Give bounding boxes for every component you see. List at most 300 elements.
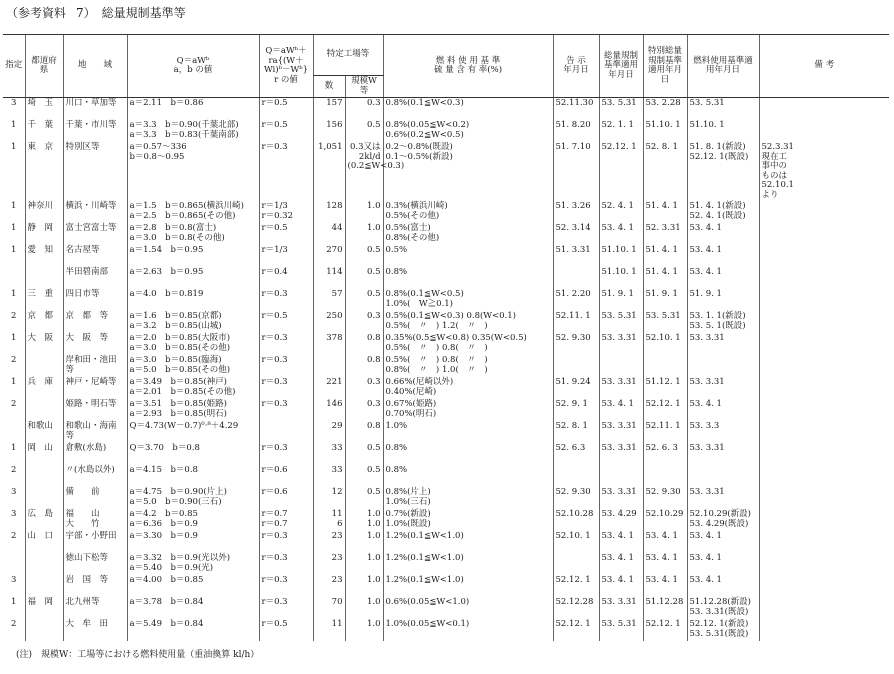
- row-fuel-date: 53. 3.31: [687, 443, 759, 465]
- row-special-date: [643, 465, 687, 487]
- row-notice: 51. 8.20: [553, 120, 599, 142]
- row-ab: a＝4.75 b＝0.90(片上) a＝5.0 b＝0.90(三石): [127, 487, 259, 509]
- row-scale: 0.5: [345, 245, 383, 267]
- row-prefecture: 和歌山: [25, 421, 63, 443]
- row-scale: 0.8: [345, 421, 383, 443]
- row-fuel-date: 53. 1. 1(新設) 53. 5. 1(既設): [687, 311, 759, 333]
- row-prefecture: [25, 399, 63, 421]
- row-ab: a＝2.11 b＝0.86: [127, 98, 259, 121]
- row-ab: a＝5.49 b＝0.84: [127, 619, 259, 641]
- row-designation: 2: [11, 619, 17, 629]
- row-r: [259, 421, 313, 443]
- row-fuel: 1.2%(0.1≦W<1.0): [383, 553, 553, 575]
- row-area: 姫路・明石等: [63, 399, 127, 421]
- row-total-date: 53. 3.31: [599, 333, 643, 355]
- row-scale: 0.5: [345, 465, 383, 487]
- row-r: r＝0.3: [259, 597, 313, 619]
- row-r: r＝0.3: [259, 553, 313, 575]
- row-ab: a＝3.3 b＝0.90(千葉北部) a＝3.3 b＝0.83(千葉南部): [127, 120, 259, 142]
- row-r: r＝0.5: [259, 619, 313, 641]
- row-area: 備 前: [63, 487, 127, 509]
- row-ab: a＝2.0 b＝0.85(大阪市) a＝3.0 b＝0.85(その他): [127, 333, 259, 355]
- row-special-date: 51. 9. 1: [643, 289, 687, 311]
- row-fuel-date: 53. 3.31: [687, 377, 759, 399]
- row-remarks: [759, 98, 889, 121]
- row-scale: 1.0 1.0: [345, 509, 383, 531]
- row-prefecture: 大 阪: [25, 333, 63, 355]
- row-r: r＝0.3: [259, 399, 313, 421]
- row-notice: 52.12. 1: [553, 575, 599, 597]
- row-notice: 52. 3.14: [553, 223, 599, 245]
- row-special-date: 52. 3.31: [643, 223, 687, 245]
- row-remarks: [759, 509, 889, 531]
- row-designation: 1: [11, 443, 17, 453]
- row-designation: 1: [11, 289, 17, 299]
- row-scale: 1.0: [345, 223, 383, 245]
- row-ab: a＝1.54 b＝0.95: [127, 245, 259, 267]
- row-fuel: 0.7%(新設) 1.0%(既設): [383, 509, 553, 531]
- row-r: r＝0.4: [259, 267, 313, 289]
- row-r: r＝0.6: [259, 465, 313, 487]
- row-scale: 0.3又は 2kl/d (0.2≦W<0.3): [345, 142, 383, 201]
- row-scale: 1.0: [345, 619, 383, 641]
- row-prefecture: 神奈川: [25, 201, 63, 223]
- table-row: [3, 267, 889, 289]
- table-row: [3, 531, 889, 553]
- table-row: [3, 421, 889, 443]
- row-notice: 51. 9.24: [553, 377, 599, 399]
- header-area: 地 域: [63, 35, 127, 98]
- row-notice: 52.12.28: [553, 597, 599, 619]
- row-ab: a＝3.49 b＝0.85(神戸) a＝2.01 b＝0.85(その他): [127, 377, 259, 399]
- row-prefecture: 東 京: [25, 142, 63, 201]
- row-designation: 2: [11, 399, 17, 409]
- row-prefecture: 広 島: [25, 509, 63, 531]
- row-designation: 1: [11, 142, 17, 152]
- row-prefecture: 岡 山: [25, 443, 63, 465]
- row-total-date: 53. 3.31: [599, 377, 643, 399]
- row-r: r＝0.5: [259, 98, 313, 121]
- title-prefix: （参考資料: [6, 6, 67, 20]
- row-ab: a＝2.8 b＝0.8(富士) a＝3.0 b＝0.8(その他): [127, 223, 259, 245]
- row-scale: 0.5: [345, 120, 383, 142]
- table-row: [3, 377, 889, 399]
- table-row: [3, 201, 889, 223]
- row-remarks: [759, 267, 889, 289]
- row-special-date: 52.10.29: [643, 509, 687, 531]
- row-prefecture: 兵 庫: [25, 377, 63, 399]
- table-row: [3, 311, 889, 333]
- row-special-date: 53. 4. 1: [643, 531, 687, 553]
- row-designation: 1: [11, 245, 17, 255]
- row-fuel: 0.5%(富士) 0.8%(その他): [383, 223, 553, 245]
- row-scale: 0.5: [345, 487, 383, 509]
- row-count: 156: [313, 120, 345, 142]
- row-scale: 0.8: [345, 333, 383, 355]
- row-notice: 52.10. 1: [553, 531, 599, 553]
- row-fuel-date: 51.10. 1: [687, 120, 759, 142]
- row-fuel-date: 53. 3.3: [687, 421, 759, 443]
- row-area: 神戸・尼崎等: [63, 377, 127, 399]
- row-count: 11: [313, 619, 345, 641]
- row-special-date: 51.10. 1: [643, 120, 687, 142]
- row-fuel-date: 51.12.28(新設) 53. 3.31(既設): [687, 597, 759, 619]
- row-r: r＝0.3: [259, 333, 313, 355]
- row-r: r＝0.3: [259, 355, 313, 377]
- header-q2-formula: Q＝aWᵇ＋ra{(W＋Wi)ᵇ－Wᵇ} r の値: [259, 35, 313, 98]
- row-fuel-date: 53. 4. 1: [687, 399, 759, 421]
- row-fuel-date: 53. 4. 1: [687, 223, 759, 245]
- row-special-date: 51. 4. 1: [643, 201, 687, 223]
- row-designation: 1: [11, 377, 17, 387]
- row-total-date: 53. 4.29: [599, 509, 643, 531]
- row-remarks: [759, 377, 889, 399]
- row-area: 横浜・川崎等: [63, 201, 127, 223]
- row-remarks: [759, 443, 889, 465]
- title-number: 7）: [76, 6, 96, 20]
- row-fuel-date: 51. 9. 1: [687, 289, 759, 311]
- row-remarks: [759, 487, 889, 509]
- row-ab: a＝4.15 b＝0.8: [127, 465, 259, 487]
- row-count: 29: [313, 421, 345, 443]
- row-area: 半田碧南部: [63, 267, 127, 289]
- row-area: 大 牟 田: [63, 619, 127, 641]
- row-fuel: 0.35%(0.5≦W<0.8) 0.35(W<0.5) 0.5%( 〃 ) 0.8( 〃 ): [383, 333, 553, 355]
- row-area: 岸和田・池田等: [63, 355, 127, 377]
- row-scale: 0.3: [345, 98, 383, 121]
- row-total-date: 53. 5.31: [599, 311, 643, 333]
- row-area: 福 山 大 竹: [63, 509, 127, 531]
- row-total-date: 51.10. 1: [599, 245, 643, 267]
- row-notice: 51. 3.31: [553, 245, 599, 267]
- row-total-date: 53. 5.31: [599, 98, 643, 121]
- row-special-date: 52. 8. 1: [643, 142, 687, 201]
- table-body: [3, 98, 889, 642]
- row-notice: 52.12. 1: [553, 619, 599, 641]
- row-scale: 0.5: [345, 289, 383, 311]
- row-scale: 0.3: [345, 399, 383, 421]
- row-designation: 3: [11, 98, 17, 108]
- row-r: r＝0.5: [259, 120, 313, 142]
- row-designation: 2: [11, 465, 17, 475]
- row-total-date: 53. 3.31: [599, 421, 643, 443]
- header-scale: 規模W等: [345, 76, 383, 98]
- row-fuel-date: 53. 4. 1: [687, 553, 759, 575]
- row-notice: 52. 8. 1: [553, 421, 599, 443]
- row-designation: 3: [11, 575, 17, 585]
- row-designation: [3, 267, 25, 289]
- row-total-date: 52. 4. 1: [599, 201, 643, 223]
- row-fuel: 0.2～0.8%(既設) 0.1～0.5%(新設): [383, 142, 553, 201]
- row-total-date: 53. 4. 1: [599, 223, 643, 245]
- row-fuel: 1.0%: [383, 421, 553, 443]
- row-remarks: [759, 245, 889, 267]
- row-area: 宇部・小野田: [63, 531, 127, 553]
- row-special-date: 52.12. 1: [643, 399, 687, 421]
- row-notice: 52.11. 1: [553, 311, 599, 333]
- row-ab: a＝2.63 b＝0.95: [127, 267, 259, 289]
- row-fuel: 0.5%: [383, 245, 553, 267]
- row-scale: 1.0: [345, 531, 383, 553]
- header-count: 数: [313, 76, 345, 98]
- row-special-date: 53. 4. 1: [643, 553, 687, 575]
- row-remarks: [759, 399, 889, 421]
- row-count: [313, 355, 345, 377]
- row-fuel-date: 53. 5.31: [687, 98, 759, 121]
- row-ab: a＝4.2 b＝0.85 a＝6.36 b＝0.9: [127, 509, 259, 531]
- table-row: [3, 289, 889, 311]
- row-ab: a＝4.0 b＝0.819: [127, 289, 259, 311]
- row-special-date: 53. 2.28: [643, 98, 687, 121]
- row-r: r＝0.5: [259, 311, 313, 333]
- row-prefecture: 福 岡: [25, 597, 63, 619]
- row-notice: 52. 6.3: [553, 443, 599, 465]
- row-notice: [553, 355, 599, 377]
- header-designation: 指定: [3, 35, 25, 98]
- row-count: 23: [313, 575, 345, 597]
- row-r: r＝0.5: [259, 223, 313, 245]
- row-notice: 51. 3.26: [553, 201, 599, 223]
- row-total-date: 53. 4. 1: [599, 553, 643, 575]
- table-row: [3, 245, 889, 267]
- row-designation: 1: [11, 201, 17, 211]
- row-fuel: 1.2%(0.1≦W<1.0): [383, 575, 553, 597]
- table-row: [3, 98, 889, 121]
- table-row: [3, 443, 889, 465]
- row-area: 富士宮富士等: [63, 223, 127, 245]
- row-r: r＝0.3: [259, 531, 313, 553]
- row-fuel-date: 53. 4. 1: [687, 267, 759, 289]
- row-prefecture: 千 葉: [25, 120, 63, 142]
- row-total-date: 53. 4. 1: [599, 399, 643, 421]
- row-r: r＝0.7 r＝0.7: [259, 509, 313, 531]
- row-prefecture: 山 口: [25, 531, 63, 553]
- row-fuel: 1.2%(0.1≦W<1.0): [383, 531, 553, 553]
- row-notice: 52.11.30: [553, 98, 599, 121]
- row-remarks: [759, 619, 889, 641]
- table-row: [3, 120, 889, 142]
- row-prefecture: [25, 619, 63, 641]
- row-remarks: 52.3.31 現在工 事中の ものは 52.10.1 より: [759, 142, 889, 201]
- row-special-date: 53. 5.31: [643, 311, 687, 333]
- row-designation: 1: [11, 333, 17, 343]
- row-special-date: 52. 6. 3: [643, 443, 687, 465]
- header-prefecture: 都道府県: [25, 35, 63, 98]
- row-prefecture: [25, 487, 63, 509]
- row-fuel: 0.3%(横浜川崎) 0.5%(その他): [383, 201, 553, 223]
- row-area: 川口・草加等: [63, 98, 127, 121]
- row-area: 〃(水島以外): [63, 465, 127, 487]
- row-fuel-date: [687, 355, 759, 377]
- row-r: r＝1/3 r＝0.32: [259, 201, 313, 223]
- row-fuel-date: [687, 465, 759, 487]
- row-ab: a＝0.57～336 b＝0.8～0.95: [127, 142, 259, 201]
- table-row: [3, 355, 889, 377]
- row-scale: 1.0: [345, 201, 383, 223]
- row-count: 70: [313, 597, 345, 619]
- row-fuel-date: 53. 4. 1: [687, 575, 759, 597]
- row-special-date: 52.12. 1: [643, 619, 687, 641]
- row-total-date: 53. 4. 1: [599, 575, 643, 597]
- row-fuel: 0.8%: [383, 267, 553, 289]
- row-fuel-date: 53. 4. 1: [687, 531, 759, 553]
- row-area: 四日市等: [63, 289, 127, 311]
- footnote: (注) 規模W：工場等における燃料使用量（重油換算 kl/h）: [16, 650, 260, 660]
- row-fuel-date: 52.10.29(新設) 53. 4.29(既設): [687, 509, 759, 531]
- row-r: r＝0.3: [259, 575, 313, 597]
- row-scale: 1.0: [345, 597, 383, 619]
- row-total-date: 53. 4. 1: [599, 531, 643, 553]
- row-special-date: 53. 4. 1: [643, 575, 687, 597]
- row-fuel: 0.67%(姫路) 0.70%(明石): [383, 399, 553, 421]
- row-r: r＝0.3: [259, 142, 313, 201]
- row-fuel: 0.8%: [383, 465, 553, 487]
- row-ab: a＝1.5 b＝0.865(横浜川崎) a＝2.5 b＝0.865(その他): [127, 201, 259, 223]
- row-prefecture: [25, 355, 63, 377]
- row-fuel: 1.0%(0.05≦W<0.1): [383, 619, 553, 641]
- row-remarks: [759, 597, 889, 619]
- page-title: [6, 4, 186, 21]
- row-fuel: 0.8%(0.1≦W<0.3): [383, 98, 553, 121]
- row-fuel: 0.5%( 〃 ) 0.8( 〃 ) 0.8%( 〃 ) 1.0( 〃 ): [383, 355, 553, 377]
- row-notice: 51. 7.10: [553, 142, 599, 201]
- row-designation: 3: [11, 487, 17, 497]
- row-r: r＝1/3: [259, 245, 313, 267]
- row-prefecture: [25, 267, 63, 289]
- row-remarks: [759, 355, 889, 377]
- table-row: [3, 142, 889, 201]
- row-fuel-date: 53. 3.31: [687, 333, 759, 355]
- table-row: [3, 223, 889, 245]
- row-count: 11 6: [313, 509, 345, 531]
- row-notice: 52.10.28: [553, 509, 599, 531]
- row-notice: 52. 9.30: [553, 487, 599, 509]
- row-notice: [553, 553, 599, 575]
- row-r: r＝0.3: [259, 377, 313, 399]
- header-notice: 告 示 年月日: [553, 35, 599, 98]
- row-ab: Q＝4.73(W－0.7)⁰·⁸＋4.29: [127, 421, 259, 443]
- table-row: [3, 619, 889, 641]
- row-special-date: 51.12.28: [643, 597, 687, 619]
- row-special-date: [643, 355, 687, 377]
- row-count: 146: [313, 399, 345, 421]
- row-r: r＝0.3: [259, 443, 313, 465]
- table-row: [3, 399, 889, 421]
- row-count: 12: [313, 487, 345, 509]
- row-designation: 1: [11, 120, 17, 130]
- row-designation: 2: [11, 355, 17, 365]
- row-count: 128: [313, 201, 345, 223]
- row-notice: 51. 2.20: [553, 289, 599, 311]
- row-count: 114: [313, 267, 345, 289]
- header-factory: 特定工場等: [313, 35, 383, 76]
- row-total-date: 51. 9. 1: [599, 289, 643, 311]
- regulation-table: [3, 34, 889, 641]
- row-fuel-date: 52.12. 1(新設) 53. 5.31(既設): [687, 619, 759, 641]
- row-count: 157: [313, 98, 345, 121]
- row-count: 270: [313, 245, 345, 267]
- row-ab: a＝4.00 b＝0.85: [127, 575, 259, 597]
- table-row: [3, 465, 889, 487]
- row-fuel-date: 51. 4. 1(新設) 52. 4. 1(既設): [687, 201, 759, 223]
- table-row: [3, 553, 889, 575]
- row-scale: 0.8: [345, 355, 383, 377]
- row-prefecture: [25, 553, 63, 575]
- row-count: 44: [313, 223, 345, 245]
- row-count: 221: [313, 377, 345, 399]
- row-total-date: 52. 1. 1: [599, 120, 643, 142]
- row-notice: [553, 267, 599, 289]
- row-fuel: 0.8%(0.1≦W<0.5) 1.0%( W≧0.1): [383, 289, 553, 311]
- row-special-date: 51.12. 1: [643, 377, 687, 399]
- row-prefecture: 埼 玉: [25, 98, 63, 121]
- row-designation: 1: [11, 597, 17, 607]
- row-total-date: 52.12. 1: [599, 142, 643, 201]
- row-scale: 0.3: [345, 311, 383, 333]
- row-ab: a＝3.30 b＝0.9: [127, 531, 259, 553]
- row-area: 徳山下松等: [63, 553, 127, 575]
- header-row: [3, 35, 889, 76]
- row-scale: 0.5: [345, 443, 383, 465]
- row-remarks: [759, 311, 889, 333]
- row-fuel-date: 53. 4. 1: [687, 245, 759, 267]
- table-row: [3, 575, 889, 597]
- row-notice: [553, 465, 599, 487]
- header-total-date: 総量規制基準適用年月日: [599, 35, 643, 98]
- row-r: r＝0.6: [259, 487, 313, 509]
- row-fuel-date: 53. 3.31: [687, 487, 759, 509]
- row-prefecture: 静 岡: [25, 223, 63, 245]
- table-row: [3, 333, 889, 355]
- row-area: 倉敷(水島): [63, 443, 127, 465]
- row-remarks: [759, 289, 889, 311]
- row-prefecture: 愛 知: [25, 245, 63, 267]
- row-r: r＝0.3: [259, 289, 313, 311]
- row-ab: a＝1.6 b＝0.85(京都) a＝3.2 b＝0.85(山城): [127, 311, 259, 333]
- row-designation: 1: [11, 223, 17, 233]
- row-area: 北九州等: [63, 597, 127, 619]
- row-fuel-date: 51. 8. 1(新設) 52.12. 1(既設): [687, 142, 759, 201]
- header-remarks: 備 考: [759, 35, 889, 98]
- row-prefecture: 京 都: [25, 311, 63, 333]
- row-special-date: 51. 4. 1: [643, 245, 687, 267]
- row-fuel: 0.8%(0.05≦W<0.2) 0.6%(0.2≦W<0.5): [383, 120, 553, 142]
- row-remarks: [759, 421, 889, 443]
- row-notice: 52. 9. 1: [553, 399, 599, 421]
- row-total-date: [599, 355, 643, 377]
- header-fuel-date: 燃料使用基準適用年月日: [687, 35, 759, 98]
- row-count: 250: [313, 311, 345, 333]
- row-area: 京 都 等: [63, 311, 127, 333]
- row-count: 33: [313, 465, 345, 487]
- row-scale: 0.5: [345, 267, 383, 289]
- row-designation: 2: [11, 311, 17, 321]
- row-scale: 1.0: [345, 553, 383, 575]
- row-remarks: [759, 553, 889, 575]
- header-special-date: 特別総量規制基準適用年月日: [643, 35, 687, 98]
- row-notice: 52. 9.30: [553, 333, 599, 355]
- table-row: [3, 487, 889, 509]
- table-row: [3, 597, 889, 619]
- row-remarks: [759, 575, 889, 597]
- header-q-formula: Q＝aWᵇ a，b の値: [127, 35, 259, 98]
- header-fuel: 燃 料 使 用 基 準 硫 量 含 有 率(%): [383, 35, 553, 98]
- row-scale: 0.3: [345, 377, 383, 399]
- row-prefecture: [25, 575, 63, 597]
- row-fuel: 0.8%(片上) 1.0%(三石): [383, 487, 553, 509]
- row-designation: [3, 553, 25, 575]
- row-prefecture: [25, 465, 63, 487]
